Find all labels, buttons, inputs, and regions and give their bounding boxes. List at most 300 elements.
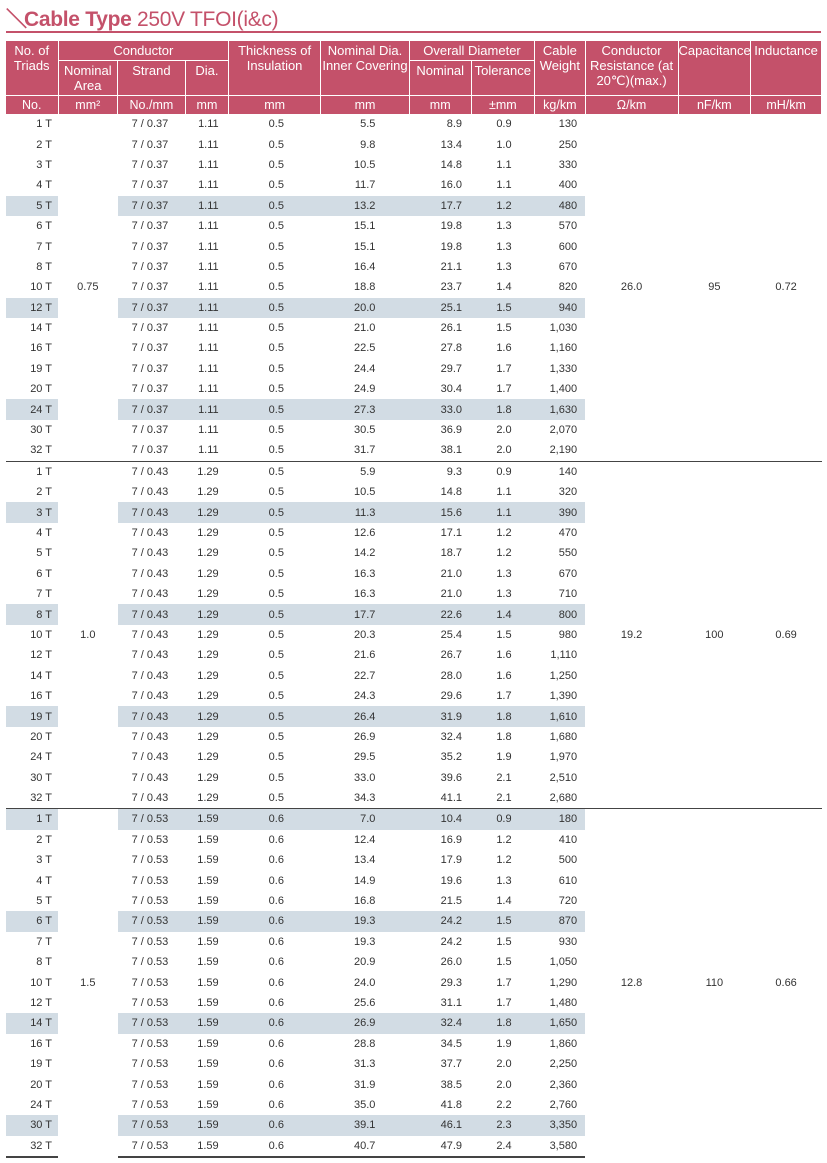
cell-overall-nominal: 26.7 bbox=[440, 649, 462, 662]
cell-tolerance: 1.5 bbox=[496, 935, 512, 948]
cell-overall-nominal: 41.8 bbox=[440, 1098, 462, 1111]
cell-weight: 1,650 bbox=[535, 1013, 585, 1033]
cell-triads: 14 T bbox=[6, 1013, 59, 1033]
cell-inner-covering: 20.3 bbox=[353, 628, 376, 641]
cell-weight: 1,680 bbox=[549, 730, 578, 743]
cell-thickness: 0.6 bbox=[229, 1013, 321, 1033]
cell-thickness: 0.6 bbox=[229, 1136, 321, 1157]
cell-thickness: 0.6 bbox=[268, 1037, 284, 1050]
cell-inner-covering: 22.7 bbox=[353, 669, 376, 682]
cell-thickness: 0.5 bbox=[268, 281, 284, 294]
cell-inner-covering: 12.4 bbox=[353, 833, 376, 846]
cell-triads: 12 T bbox=[30, 649, 52, 662]
cell-strand: 7 / 0.53 bbox=[118, 911, 186, 931]
cell-capacitance: 95 bbox=[708, 281, 721, 294]
cell-overall-nominal: 15.6 bbox=[409, 502, 471, 522]
cell-inner-covering: 22.5 bbox=[353, 342, 376, 355]
cell-inner-covering: 13.4 bbox=[353, 854, 376, 867]
cell-overall-nominal: 32.4 bbox=[440, 730, 462, 743]
cell-dia: 1.59 bbox=[185, 1136, 228, 1157]
cell-inner-covering: 26.4 bbox=[321, 706, 410, 726]
cell-inner-covering: 10.5 bbox=[353, 158, 376, 171]
cell-overall-nominal: 9.3 bbox=[409, 461, 471, 482]
cell-inner-covering: 39.1 bbox=[321, 1115, 410, 1135]
cell-inner-covering: 21.6 bbox=[353, 649, 376, 662]
cell-inner-covering: 40.7 bbox=[321, 1136, 410, 1157]
cell-strand: 7 / 0.53 bbox=[118, 809, 186, 830]
header-strand: Strand bbox=[118, 61, 186, 96]
cell-strand: 7 / 0.37 bbox=[118, 196, 186, 216]
cell-dia: 1.59 bbox=[185, 1115, 228, 1135]
cell-overall-nominal: 13.4 bbox=[440, 138, 462, 151]
cell-thickness: 0.6 bbox=[268, 833, 284, 846]
cell-dia: 1.29 bbox=[197, 649, 219, 662]
cell-triads: 8 T bbox=[36, 260, 52, 273]
cell-inner-covering: 9.8 bbox=[360, 138, 376, 151]
cell-thickness: 0.5 bbox=[268, 588, 284, 601]
cell-strand: 7 / 0.53 bbox=[131, 1078, 169, 1091]
cell-tolerance: 1.8 bbox=[496, 730, 512, 743]
cell-triads: 16 T bbox=[30, 342, 52, 355]
cell-dia: 1.11 bbox=[198, 383, 219, 396]
cell-triads: 32 T bbox=[30, 444, 52, 457]
cell-weight: 610 bbox=[558, 874, 578, 887]
cell-thickness: 0.6 bbox=[268, 935, 284, 948]
cell-nominal-area: 0.75 bbox=[77, 281, 99, 294]
cell-overall-nominal: 26.0 bbox=[440, 956, 462, 969]
cell-inductance: 0.72 bbox=[775, 281, 797, 294]
header-overall-diameter: Overall Diameter bbox=[409, 41, 534, 61]
header-nominal: Nominal bbox=[409, 61, 471, 96]
cell-weight: 1,330 bbox=[549, 362, 578, 375]
cell-overall-nominal: 47.9 bbox=[409, 1136, 471, 1157]
header-row-1 bbox=[6, 41, 822, 61]
cell-triads: 16 T bbox=[30, 1037, 52, 1050]
cell-inner-covering: 12.6 bbox=[353, 527, 376, 539]
cell-tolerance: 2.2 bbox=[496, 1098, 512, 1111]
cell-strand: 7 / 0.37 bbox=[131, 322, 169, 335]
cell-dia: 1.11 bbox=[198, 158, 219, 171]
cell-dia: 1.59 bbox=[197, 874, 219, 887]
cell-inner-covering: 19.3 bbox=[353, 935, 376, 948]
group-3 bbox=[6, 809, 822, 1157]
cell-overall-nominal: 25.4 bbox=[440, 628, 462, 641]
cell-dia: 1.59 bbox=[197, 1037, 219, 1050]
cell-weight: 670 bbox=[558, 260, 578, 273]
cell-tolerance: 1.5 bbox=[496, 956, 512, 969]
cell-weight: 400 bbox=[558, 179, 578, 192]
cell-weight: 710 bbox=[558, 588, 578, 601]
cell-triads: 20 T bbox=[30, 1078, 52, 1091]
cell-dia: 1.59 bbox=[197, 976, 219, 989]
cell-dia: 1.29 bbox=[197, 567, 219, 580]
cell-inner-covering: 11.7 bbox=[354, 179, 376, 192]
cell-strand: 7 / 0.43 bbox=[131, 628, 169, 641]
spec-table bbox=[5, 40, 822, 1158]
cell-strand: 7 / 0.43 bbox=[131, 730, 169, 743]
cell-thickness: 0.5 bbox=[268, 547, 284, 560]
cell-strand: 7 / 0.37 bbox=[131, 260, 169, 273]
cell-dia: 1.59 bbox=[197, 1098, 219, 1111]
title-bold: Cable Type bbox=[24, 8, 132, 31]
header-conductor-resistance: Conductor Resistance (at 20℃)(max.) bbox=[585, 41, 678, 96]
cell-overall-nominal: 34.5 bbox=[440, 1037, 462, 1050]
cell-weight: 550 bbox=[558, 547, 578, 560]
cell-triads: 24 T bbox=[30, 751, 52, 764]
cell-dia: 1.11 bbox=[198, 444, 219, 457]
unit-nominal: mm bbox=[409, 96, 471, 115]
cell-tolerance: 1.1 bbox=[496, 179, 512, 192]
cell-thickness: 0.6 bbox=[268, 996, 284, 1009]
cell-inner-covering: 31.3 bbox=[353, 1058, 376, 1071]
cell-strand: 7 / 0.53 bbox=[131, 1058, 169, 1071]
cell-tolerance: 1.1 bbox=[496, 486, 512, 499]
cell-thickness: 0.6 bbox=[268, 1098, 284, 1111]
cell-strand: 7 / 0.43 bbox=[118, 502, 186, 522]
header-inductance: Inductance bbox=[751, 41, 822, 96]
cell-strand: 7 / 0.53 bbox=[131, 874, 169, 887]
cell-thickness: 0.5 bbox=[229, 706, 321, 726]
cell-capacitance: 100 bbox=[678, 461, 751, 809]
cell-thickness: 0.5 bbox=[229, 399, 321, 419]
cell-dia: 1.11 bbox=[198, 118, 219, 131]
cell-overall-nominal: 24.2 bbox=[409, 911, 471, 931]
cell-inner-covering: 5.5 bbox=[360, 118, 376, 131]
cell-tolerance: 1.3 bbox=[496, 567, 512, 580]
title-underline bbox=[6, 31, 821, 33]
cell-inner-covering: 18.8 bbox=[353, 281, 376, 294]
cell-thickness: 0.5 bbox=[268, 220, 284, 233]
cell-thickness: 0.5 bbox=[229, 298, 321, 318]
cell-weight: 470 bbox=[558, 527, 578, 539]
cell-tolerance: 0.9 bbox=[471, 809, 535, 830]
cell-weight: 600 bbox=[558, 240, 578, 253]
cell-overall-nominal: 36.9 bbox=[440, 424, 462, 437]
cell-dia: 1.29 bbox=[197, 792, 219, 805]
cell-weight: 140 bbox=[535, 461, 585, 482]
cell-tolerance: 1.3 bbox=[496, 240, 512, 253]
cell-overall-nominal: 46.1 bbox=[409, 1115, 471, 1135]
cell-overall-nominal: 16.0 bbox=[440, 179, 462, 192]
cell-overall-nominal: 21.1 bbox=[440, 260, 462, 273]
cell-weight: 1,630 bbox=[535, 399, 585, 419]
cell-dia: 1.11 bbox=[198, 424, 219, 437]
cell-thickness: 0.5 bbox=[268, 669, 284, 682]
cell-overall-nominal: 10.4 bbox=[409, 809, 471, 830]
cell-weight: 1,400 bbox=[549, 383, 578, 396]
cell-strand: 7 / 0.53 bbox=[118, 1115, 186, 1135]
cell-dia: 1.11 bbox=[185, 399, 228, 419]
table-row bbox=[6, 461, 822, 482]
cell-nominal-area: 1.0 bbox=[58, 461, 118, 809]
cell-tolerance: 1.2 bbox=[496, 854, 512, 867]
cell-triads: 5 T bbox=[36, 547, 52, 560]
cell-inner-covering: 15.1 bbox=[353, 220, 376, 233]
cell-dia: 1.59 bbox=[185, 911, 228, 931]
cell-tolerance: 1.8 bbox=[471, 706, 535, 726]
cell-thickness: 0.5 bbox=[268, 240, 284, 253]
header-no-triads: No. of Triads bbox=[6, 41, 59, 96]
cell-triads: 1 T bbox=[6, 461, 59, 482]
cell-inner-covering: 21.0 bbox=[353, 322, 376, 335]
title-text bbox=[6, 3, 278, 33]
cell-overall-nominal: 19.6 bbox=[440, 874, 462, 887]
cell-thickness: 0.5 bbox=[268, 260, 284, 273]
cell-triads: 20 T bbox=[30, 383, 52, 396]
cell-weight: 570 bbox=[558, 220, 578, 233]
cell-strand: 7 / 0.43 bbox=[131, 486, 169, 499]
cell-thickness: 0.5 bbox=[268, 751, 284, 764]
cell-thickness: 0.5 bbox=[268, 179, 284, 192]
cell-dia: 1.29 bbox=[185, 604, 228, 624]
cell-tolerance: 1.3 bbox=[496, 874, 512, 887]
cell-dia: 1.11 bbox=[198, 138, 219, 151]
cell-overall-nominal: 27.8 bbox=[440, 342, 462, 355]
cell-thickness: 0.5 bbox=[268, 322, 284, 335]
cell-overall-nominal: 29.7 bbox=[440, 362, 462, 375]
cell-inner-covering: 7.0 bbox=[321, 809, 410, 830]
table-row bbox=[6, 114, 822, 134]
cell-tolerance: 1.5 bbox=[496, 322, 512, 335]
cell-overall-nominal: 21.0 bbox=[440, 567, 462, 580]
cell-triads: 2 T bbox=[36, 138, 52, 151]
cell-strand: 7 / 0.53 bbox=[131, 854, 169, 867]
cell-overall-nominal: 14.8 bbox=[440, 158, 462, 171]
cell-triads: 4 T bbox=[36, 179, 52, 192]
cell-tolerance: 1.7 bbox=[496, 996, 512, 1009]
cell-weight: 330 bbox=[558, 158, 578, 171]
cell-overall-nominal: 21.0 bbox=[440, 588, 462, 601]
cell-triads: 3 T bbox=[36, 158, 52, 171]
cell-triads: 10 T bbox=[30, 628, 52, 641]
cell-dia: 1.59 bbox=[197, 996, 219, 1009]
cell-overall-nominal: 39.6 bbox=[440, 771, 462, 784]
cell-overall-nominal: 26.1 bbox=[440, 322, 462, 335]
cell-overall-nominal: 19.8 bbox=[440, 240, 462, 253]
cell-tolerance: 1.7 bbox=[496, 362, 512, 375]
cell-overall-nominal: 33.0 bbox=[409, 399, 471, 419]
cell-overall-nominal: 24.2 bbox=[440, 935, 462, 948]
cell-tolerance: 2.0 bbox=[496, 424, 512, 437]
cell-tolerance: 0.9 bbox=[496, 118, 512, 131]
cell-strand: 7 / 0.37 bbox=[131, 424, 169, 437]
header-capacitance: Capacitance bbox=[678, 41, 751, 96]
cell-weight: 320 bbox=[558, 486, 578, 499]
cell-triads: 1 T bbox=[6, 809, 59, 830]
cell-triads: 19 T bbox=[30, 1058, 52, 1071]
cell-dia: 1.11 bbox=[198, 342, 219, 355]
cell-tolerance: 1.7 bbox=[496, 976, 512, 989]
cell-weight: 480 bbox=[535, 196, 585, 216]
cell-weight: 1,250 bbox=[549, 669, 578, 682]
cell-strand: 7 / 0.37 bbox=[131, 158, 169, 171]
cell-triads: 2 T bbox=[36, 486, 52, 499]
cell-inner-covering: 26.9 bbox=[353, 730, 376, 743]
cell-thickness: 0.5 bbox=[268, 444, 284, 457]
cell-thickness: 0.5 bbox=[268, 118, 284, 131]
cell-overall-nominal: 14.8 bbox=[440, 486, 462, 499]
cell-inner-covering: 25.6 bbox=[353, 996, 376, 1009]
cell-strand: 7 / 0.37 bbox=[131, 118, 169, 131]
cell-dia: 1.11 bbox=[198, 281, 219, 294]
cell-dia: 1.29 bbox=[197, 669, 219, 682]
group-2 bbox=[6, 461, 822, 809]
cell-triads: 30 T bbox=[30, 771, 52, 784]
cell-tolerance: 1.3 bbox=[496, 260, 512, 273]
cell-overall-nominal: 19.8 bbox=[440, 220, 462, 233]
cell-tolerance: 1.6 bbox=[496, 649, 512, 662]
cell-weight: 980 bbox=[558, 628, 578, 641]
cell-weight: 2,680 bbox=[549, 792, 578, 805]
header-dia: Dia. bbox=[185, 61, 228, 96]
cell-strand: 7 / 0.37 bbox=[131, 383, 169, 396]
header-thickness: Thickness of Insulation bbox=[229, 41, 321, 96]
cell-thickness: 0.5 bbox=[268, 567, 284, 580]
cell-dia: 1.29 bbox=[185, 706, 228, 726]
cell-triads: 32 T bbox=[6, 1136, 59, 1157]
cell-overall-nominal: 31.1 bbox=[440, 996, 462, 1009]
cell-thickness: 0.5 bbox=[268, 138, 284, 151]
cell-tolerance: 2.1 bbox=[496, 792, 512, 805]
cell-inner-covering: 10.5 bbox=[353, 486, 376, 499]
cell-dia: 1.11 bbox=[198, 240, 219, 253]
cell-thickness: 0.6 bbox=[268, 874, 284, 887]
cell-inner-covering: 24.0 bbox=[353, 976, 376, 989]
cell-dia: 1.29 bbox=[185, 461, 228, 482]
cell-thickness: 0.5 bbox=[268, 628, 284, 641]
cell-tolerance: 2.3 bbox=[471, 1115, 535, 1135]
cell-tolerance: 1.2 bbox=[496, 833, 512, 846]
cell-triads: 8 T bbox=[6, 604, 59, 624]
cell-thickness: 0.5 bbox=[268, 730, 284, 743]
cell-triads: 14 T bbox=[30, 322, 52, 335]
cell-weight: 2,760 bbox=[549, 1098, 578, 1111]
cell-dia: 1.29 bbox=[197, 527, 219, 539]
cell-tolerance: 1.3 bbox=[496, 220, 512, 233]
cell-strand: 7 / 0.43 bbox=[131, 669, 169, 682]
cell-thickness: 0.6 bbox=[229, 911, 321, 931]
cell-inner-covering: 16.8 bbox=[353, 895, 376, 908]
cell-weight: 820 bbox=[558, 281, 578, 294]
cell-inner-covering: 16.3 bbox=[353, 588, 376, 601]
cell-inner-covering: 24.3 bbox=[353, 690, 376, 703]
units-row bbox=[6, 96, 822, 115]
cell-weight: 1,970 bbox=[549, 751, 578, 764]
unit-inductance: mH/km bbox=[751, 96, 822, 115]
cell-tolerance: 1.8 bbox=[471, 1013, 535, 1033]
cell-thickness: 0.5 bbox=[268, 690, 284, 703]
cell-triads: 6 T bbox=[36, 220, 52, 233]
cell-strand: 7 / 0.43 bbox=[131, 547, 169, 560]
unit-dia: mm bbox=[185, 96, 228, 115]
cell-inner-covering: 24.9 bbox=[353, 383, 376, 396]
cell-strand: 7 / 0.37 bbox=[131, 179, 169, 192]
cell-thickness: 0.5 bbox=[268, 649, 284, 662]
cell-weight: 250 bbox=[558, 138, 578, 151]
cell-inner-covering: 5.9 bbox=[321, 461, 410, 482]
unit-no: No. bbox=[6, 96, 59, 115]
cell-strand: 7 / 0.53 bbox=[118, 1136, 186, 1157]
cell-triads: 8 T bbox=[36, 956, 52, 969]
cell-tolerance: 1.9 bbox=[496, 751, 512, 764]
cell-triads: 19 T bbox=[6, 706, 59, 726]
cell-dia: 1.11 bbox=[198, 220, 219, 233]
cell-weight: 2,190 bbox=[549, 444, 578, 457]
cell-thickness: 0.5 bbox=[229, 196, 321, 216]
cell-thickness: 0.5 bbox=[229, 604, 321, 624]
cell-weight: 1,050 bbox=[549, 956, 578, 969]
cell-overall-nominal: 21.5 bbox=[440, 895, 462, 908]
cell-tolerance: 1.5 bbox=[471, 911, 535, 931]
cell-thickness: 0.5 bbox=[229, 461, 321, 482]
cell-weight: 1,610 bbox=[535, 706, 585, 726]
cell-weight: 2,510 bbox=[549, 771, 578, 784]
cell-overall-nominal: 37.7 bbox=[440, 1058, 462, 1071]
cell-tolerance: 1.7 bbox=[496, 690, 512, 703]
cell-strand: 7 / 0.53 bbox=[131, 1098, 169, 1111]
cell-strand: 7 / 0.53 bbox=[131, 833, 169, 846]
cell-dia: 1.59 bbox=[197, 854, 219, 867]
cell-thickness: 0.6 bbox=[268, 1058, 284, 1071]
cell-weight: 930 bbox=[558, 935, 578, 948]
cell-inner-covering: 20.0 bbox=[321, 298, 410, 318]
cell-dia: 1.59 bbox=[197, 956, 219, 969]
cell-weight: 410 bbox=[558, 833, 578, 846]
cell-weight: 800 bbox=[535, 604, 585, 624]
cell-weight: 1,110 bbox=[550, 649, 578, 662]
cell-weight: 1,390 bbox=[549, 690, 578, 703]
cell-weight: 1,480 bbox=[549, 996, 578, 1009]
cell-tolerance: 1.5 bbox=[496, 628, 512, 641]
cell-triads: 4 T bbox=[36, 527, 52, 539]
group-1 bbox=[6, 114, 822, 461]
cell-overall-nominal: 16.9 bbox=[440, 833, 462, 846]
cell-tolerance: 1.1 bbox=[496, 158, 512, 171]
title-rest: 250V TFOI(i&c) bbox=[137, 8, 279, 31]
cell-overall-nominal: 41.1 bbox=[440, 792, 462, 805]
cell-capacitance: 110 bbox=[678, 809, 751, 1157]
cell-triads: 32 T bbox=[30, 792, 52, 805]
title-slash-mark: ＼ bbox=[6, 8, 27, 31]
cell-overall-nominal: 28.0 bbox=[440, 669, 462, 682]
cell-dia: 1.11 bbox=[198, 322, 219, 335]
cell-strand: 7 / 0.53 bbox=[131, 935, 169, 948]
cell-strand: 7 / 0.43 bbox=[131, 690, 169, 703]
cell-weight: 940 bbox=[535, 298, 585, 318]
cell-resistance: 26.0 bbox=[620, 281, 643, 294]
cell-dia: 1.29 bbox=[197, 771, 219, 784]
cell-tolerance: 1.0 bbox=[496, 138, 512, 151]
cell-dia: 1.59 bbox=[185, 1013, 228, 1033]
cell-weight: 3,350 bbox=[535, 1115, 585, 1135]
cell-thickness: 0.5 bbox=[268, 486, 284, 499]
cell-triads: 7 T bbox=[36, 588, 52, 601]
cell-strand: 7 / 0.43 bbox=[131, 649, 169, 662]
unit-capacitance: nF/km bbox=[678, 96, 751, 115]
cell-dia: 1.11 bbox=[198, 260, 219, 273]
unit-tolerance: ±mm bbox=[471, 96, 535, 115]
cell-dia: 1.59 bbox=[197, 1078, 219, 1091]
unit-strand: No./mm bbox=[118, 96, 186, 115]
header-conductor: Conductor bbox=[58, 41, 229, 61]
cell-tolerance: 0.9 bbox=[471, 461, 535, 482]
cell-tolerance: 1.9 bbox=[496, 1037, 512, 1050]
cell-overall-nominal: 32.4 bbox=[409, 1013, 471, 1033]
cell-triads: 2 T bbox=[36, 833, 52, 846]
cell-strand: 7 / 0.53 bbox=[131, 1037, 169, 1050]
cell-tolerance: 1.4 bbox=[496, 281, 512, 294]
cell-weight: 870 bbox=[535, 911, 585, 931]
